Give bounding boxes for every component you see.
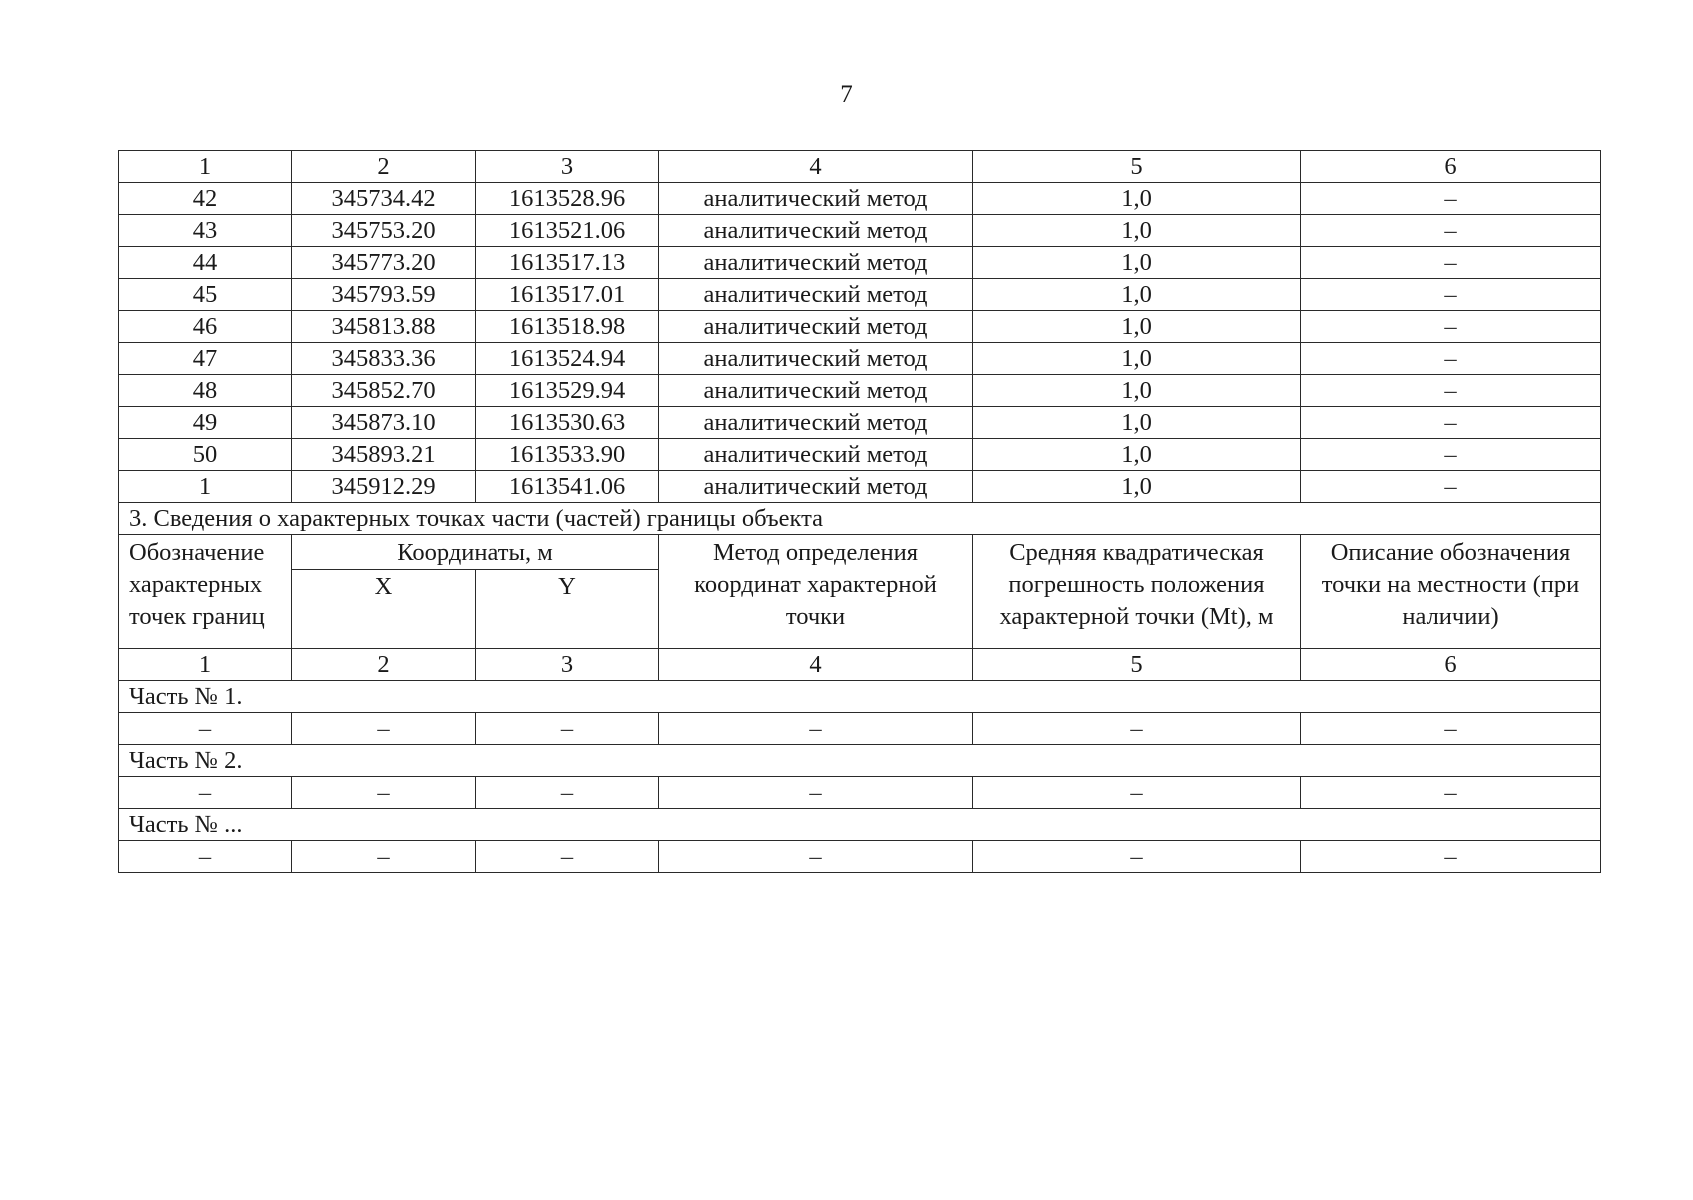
part-label-row <box>119 745 1601 777</box>
column-number: 3 <box>476 649 659 681</box>
column-number: 6 <box>1301 151 1601 183</box>
description: – <box>1301 407 1601 439</box>
part-label: Часть № 1. <box>119 681 1601 713</box>
column-number: 5 <box>973 649 1301 681</box>
part-row <box>119 777 1601 809</box>
part-label-row <box>119 681 1601 713</box>
y-coordinate: 1613517.01 <box>476 279 659 311</box>
boundary-points-table <box>118 150 1601 873</box>
method: аналитический метод <box>659 311 973 343</box>
y-coordinate: 1613524.94 <box>476 343 659 375</box>
accuracy: 1,0 <box>973 311 1301 343</box>
table-row <box>119 407 1601 439</box>
section-header-row <box>119 535 1601 570</box>
part-cell: – <box>476 841 659 873</box>
table-row <box>119 343 1601 375</box>
page-number: 7 <box>840 81 853 108</box>
column-number: 2 <box>292 151 476 183</box>
part-label: Часть № ... <box>119 809 1601 841</box>
description: – <box>1301 375 1601 407</box>
header-description: Описание обозначения точки на местности (при наличии) <box>1301 535 1601 649</box>
x-coordinate: 345873.10 <box>292 407 476 439</box>
method: аналитический метод <box>659 343 973 375</box>
column-number: 1 <box>119 151 292 183</box>
column-number: 6 <box>1301 649 1601 681</box>
table-row <box>119 215 1601 247</box>
part-cell: – <box>119 713 292 745</box>
table-row <box>119 183 1601 215</box>
method: аналитический метод <box>659 215 973 247</box>
table-row <box>119 311 1601 343</box>
description: – <box>1301 215 1601 247</box>
description: – <box>1301 439 1601 471</box>
method: аналитический метод <box>659 279 973 311</box>
section-title-row <box>119 503 1601 535</box>
y-coordinate: 1613517.13 <box>476 247 659 279</box>
part-cell: – <box>1301 777 1601 809</box>
point-number: 46 <box>119 311 292 343</box>
x-coordinate: 345893.21 <box>292 439 476 471</box>
header-x: X <box>292 570 476 649</box>
point-number: 49 <box>119 407 292 439</box>
y-coordinate: 1613528.96 <box>476 183 659 215</box>
point-number: 1 <box>119 471 292 503</box>
part-cell: – <box>119 777 292 809</box>
column-number: 4 <box>659 151 973 183</box>
header-coordinates: Координаты, м <box>292 535 659 570</box>
method: аналитический метод <box>659 247 973 279</box>
part-cell: – <box>659 777 973 809</box>
method: аналитический метод <box>659 375 973 407</box>
part-cell: – <box>1301 841 1601 873</box>
part-cell: – <box>659 841 973 873</box>
column-number-row <box>119 151 1601 183</box>
header-y: Y <box>476 570 659 649</box>
y-coordinate: 1613541.06 <box>476 471 659 503</box>
part-cell: – <box>119 841 292 873</box>
x-coordinate: 345734.42 <box>292 183 476 215</box>
header-method: Метод определения координат характерной точки <box>659 535 973 649</box>
part-label: Часть № 2. <box>119 745 1601 777</box>
column-number: 3 <box>476 151 659 183</box>
point-number: 45 <box>119 279 292 311</box>
point-number: 42 <box>119 183 292 215</box>
accuracy: 1,0 <box>973 279 1301 311</box>
description: – <box>1301 247 1601 279</box>
accuracy: 1,0 <box>973 407 1301 439</box>
y-coordinate: 1613533.90 <box>476 439 659 471</box>
section-title: 3. Сведения о характерных точках части (частей) границы объекта <box>119 503 1601 535</box>
part-cell: – <box>292 841 476 873</box>
part-row <box>119 713 1601 745</box>
point-number: 47 <box>119 343 292 375</box>
y-coordinate: 1613530.63 <box>476 407 659 439</box>
description: – <box>1301 279 1601 311</box>
section-column-number-row <box>119 649 1601 681</box>
accuracy: 1,0 <box>973 439 1301 471</box>
x-coordinate: 345833.36 <box>292 343 476 375</box>
part-cell: – <box>973 841 1301 873</box>
description: – <box>1301 311 1601 343</box>
part-cell: – <box>292 713 476 745</box>
x-coordinate: 345773.20 <box>292 247 476 279</box>
y-coordinate: 1613518.98 <box>476 311 659 343</box>
part-cell: – <box>476 713 659 745</box>
description: – <box>1301 343 1601 375</box>
part-cell: – <box>1301 713 1601 745</box>
accuracy: 1,0 <box>973 215 1301 247</box>
description: – <box>1301 471 1601 503</box>
y-coordinate: 1613529.94 <box>476 375 659 407</box>
x-coordinate: 345793.59 <box>292 279 476 311</box>
method: аналитический метод <box>659 471 973 503</box>
part-cell: – <box>659 713 973 745</box>
part-row <box>119 841 1601 873</box>
part-cell: – <box>476 777 659 809</box>
y-coordinate: 1613521.06 <box>476 215 659 247</box>
part-cell: – <box>973 713 1301 745</box>
method: аналитический метод <box>659 183 973 215</box>
point-number: 50 <box>119 439 292 471</box>
column-number: 1 <box>119 649 292 681</box>
point-number: 43 <box>119 215 292 247</box>
column-number: 5 <box>973 151 1301 183</box>
accuracy: 1,0 <box>973 375 1301 407</box>
table-row <box>119 375 1601 407</box>
column-number: 4 <box>659 649 973 681</box>
accuracy: 1,0 <box>973 471 1301 503</box>
table-row <box>119 439 1601 471</box>
x-coordinate: 345753.20 <box>292 215 476 247</box>
x-coordinate: 345813.88 <box>292 311 476 343</box>
column-number: 2 <box>292 649 476 681</box>
table-row <box>119 247 1601 279</box>
header-point-designation: Обозначение характерных точек границ <box>119 535 292 649</box>
point-number: 44 <box>119 247 292 279</box>
method: аналитический метод <box>659 407 973 439</box>
description: – <box>1301 183 1601 215</box>
method: аналитический метод <box>659 439 973 471</box>
x-coordinate: 345852.70 <box>292 375 476 407</box>
accuracy: 1,0 <box>973 247 1301 279</box>
header-accuracy: Средняя квадратическая погрешность положения характерной точки (Mt), м <box>973 535 1301 649</box>
accuracy: 1,0 <box>973 183 1301 215</box>
part-label-row <box>119 809 1601 841</box>
table-row <box>119 279 1601 311</box>
part-cell: – <box>973 777 1301 809</box>
point-number: 48 <box>119 375 292 407</box>
accuracy: 1,0 <box>973 343 1301 375</box>
part-cell: – <box>292 777 476 809</box>
table-row <box>119 471 1601 503</box>
x-coordinate: 345912.29 <box>292 471 476 503</box>
